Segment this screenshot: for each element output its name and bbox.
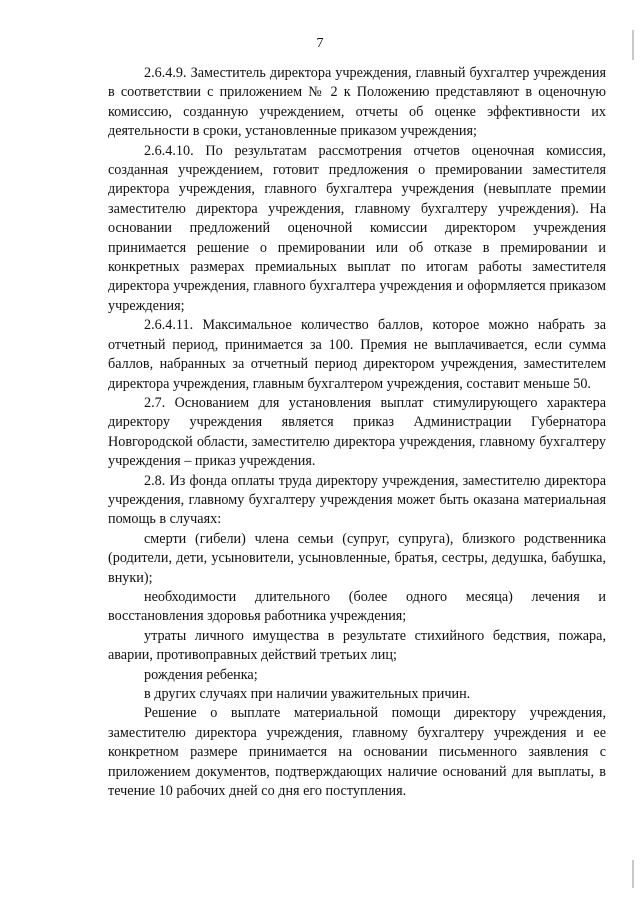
paragraph-decision: Решение о выплате материальной помощи директору учреждения, заместителю директора учреждения, главному бухгалтеру учреждения и ее конкретном размере принимается на основании письменного заявления с приложением документов, подтверждающих наличие оснований для выплаты, в течение 10 рабочих дней со дня его поступления. [108,705,606,800]
scan-edge-mark [632,860,634,888]
document-body [108,64,606,801]
case-item-death: смерти (гибели) члена семьи (супруг, супруга), близкого родственника (родители, дети, усыновители, усыновленные, братья, сестры, дедушка, бабушка, внуки); [108,530,606,586]
case-item-other: в других случаях при наличии уважительных причин. [144,686,471,702]
page-number: 7 [316,36,324,51]
case-item-childbirth: рождения ребенка; [144,666,258,683]
paragraph-2-6-4-11: 2.6.4.11. Максимальное количество баллов, которое можно набрать за отчетный период, принимается за 100. Премия не выплачивается, если сумма баллов, набранных за отчетный период директором учреждения, заместителем директора учреждения, главным бухгалтером учреждения, составит меньше 50. [108,317,606,392]
paragraph-2-8: 2.8. Из фонда оплаты труда директору учреждения, заместителю директора учреждения, главному бухгалтеру учреждения может быть оказана материальная помощь в случаях: [108,472,606,528]
case-item-property-loss: утраты личного имущества в результате стихийного бедствия, пожара, аварии, противоправных действий третьих лиц; [108,627,606,664]
paragraph-2-7: 2.7. Основанием для установления выплат стимулирующего характера директору учреждения является приказ Администрации Губернатора Новгородской области, заместителю директора учреждения, главному бухгалтеру учреждения – приказ учреждения. [108,394,606,470]
scan-edge-mark [632,30,634,60]
paragraph-2-6-4-10: 2.6.4.10. По результатам рассмотрения отчетов оценочная комиссия, созданная учреждением, готовит предложения о премировании заместителя директора учреждения, главного бухгалтера учреждения (невыплате премии заместителю директора учреждения, главному бухгалтеру учреждения). На основании предложений оценочной комиссии директором учреждения принимается решение о премировании или об отказе в премировании и конкретных размерах премиальных выплат по итогам работы заместителя директора учреждения, главного бухгалтера учреждения и оформляется приказом учреждения; [108,142,606,314]
case-item-treatment: необходимости длительного (более одного месяца) лечения и восстановления здоровья работника учреждения; [108,588,606,625]
paragraph-2-6-4-9: 2.6.4.9. Заместитель директора учреждения, главный бухгалтер учреждения в соответствии с приложением № 2 к Положению представляют в оценочную комиссию, созданную учреждением, отчеты об оценке эффективности их деятельности в сроки, установленные приказом учреждения; [108,65,606,140]
